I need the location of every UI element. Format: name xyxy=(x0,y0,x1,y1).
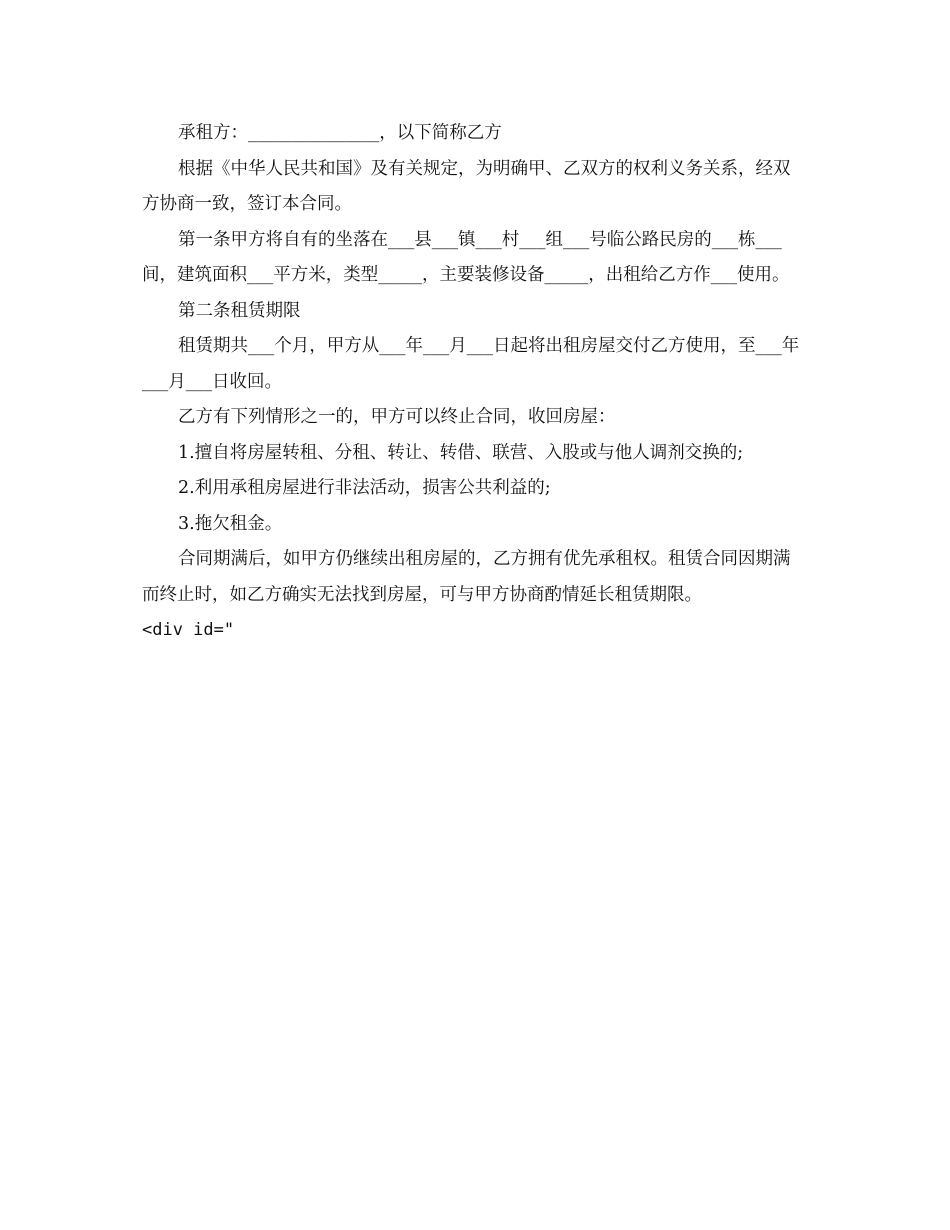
termination-item-3: 3.拖欠租金。 xyxy=(178,513,283,534)
lease-term-paragraph: 租赁期共___个月，甲方从___年___月___日起将出租房屋交付乙方使用，至___年___月___日收回。 xyxy=(142,336,800,392)
article-two-heading: 第二条租赁期限 xyxy=(178,300,301,321)
termination-item-2: 2.利用承租房屋进行非法活动，损害公共利益的; xyxy=(178,478,551,498)
article-one-paragraph: 第一条甲方将自有的坐落在___县___镇___村___组___号临公路民房的___栋___间，建筑面积___平方米，类型_____，主要装修设备_____，出租给乙方作___使用。 xyxy=(142,229,790,285)
lessee-line: 承租方：_______________，以下简称乙方 xyxy=(178,123,502,143)
preamble-paragraph: 根据《中华人民共和国》及有关规定，为明确甲、乙双方的权利义务关系，经双方协商一致，签订本合同。 xyxy=(142,158,791,214)
termination-conditions-intro: 乙方有下列情形之一的，甲方可以终止合同，收回房屋： xyxy=(178,407,616,427)
termination-item-1: 1.擅自将房屋转租、分租、转让、转借、联营、入股或与他人调剂交换的; xyxy=(178,442,744,463)
renewal-paragraph: 合同期满后，如甲方仍继续出租房屋的，乙方拥有优先承租权。租赁合同因期满而终止时，如乙方确实无法找到房屋，可与甲方协商酌情延长租赁期限。 xyxy=(142,549,791,605)
document-body xyxy=(142,116,806,648)
trailing-code-fragment: <div id=" xyxy=(142,620,235,640)
